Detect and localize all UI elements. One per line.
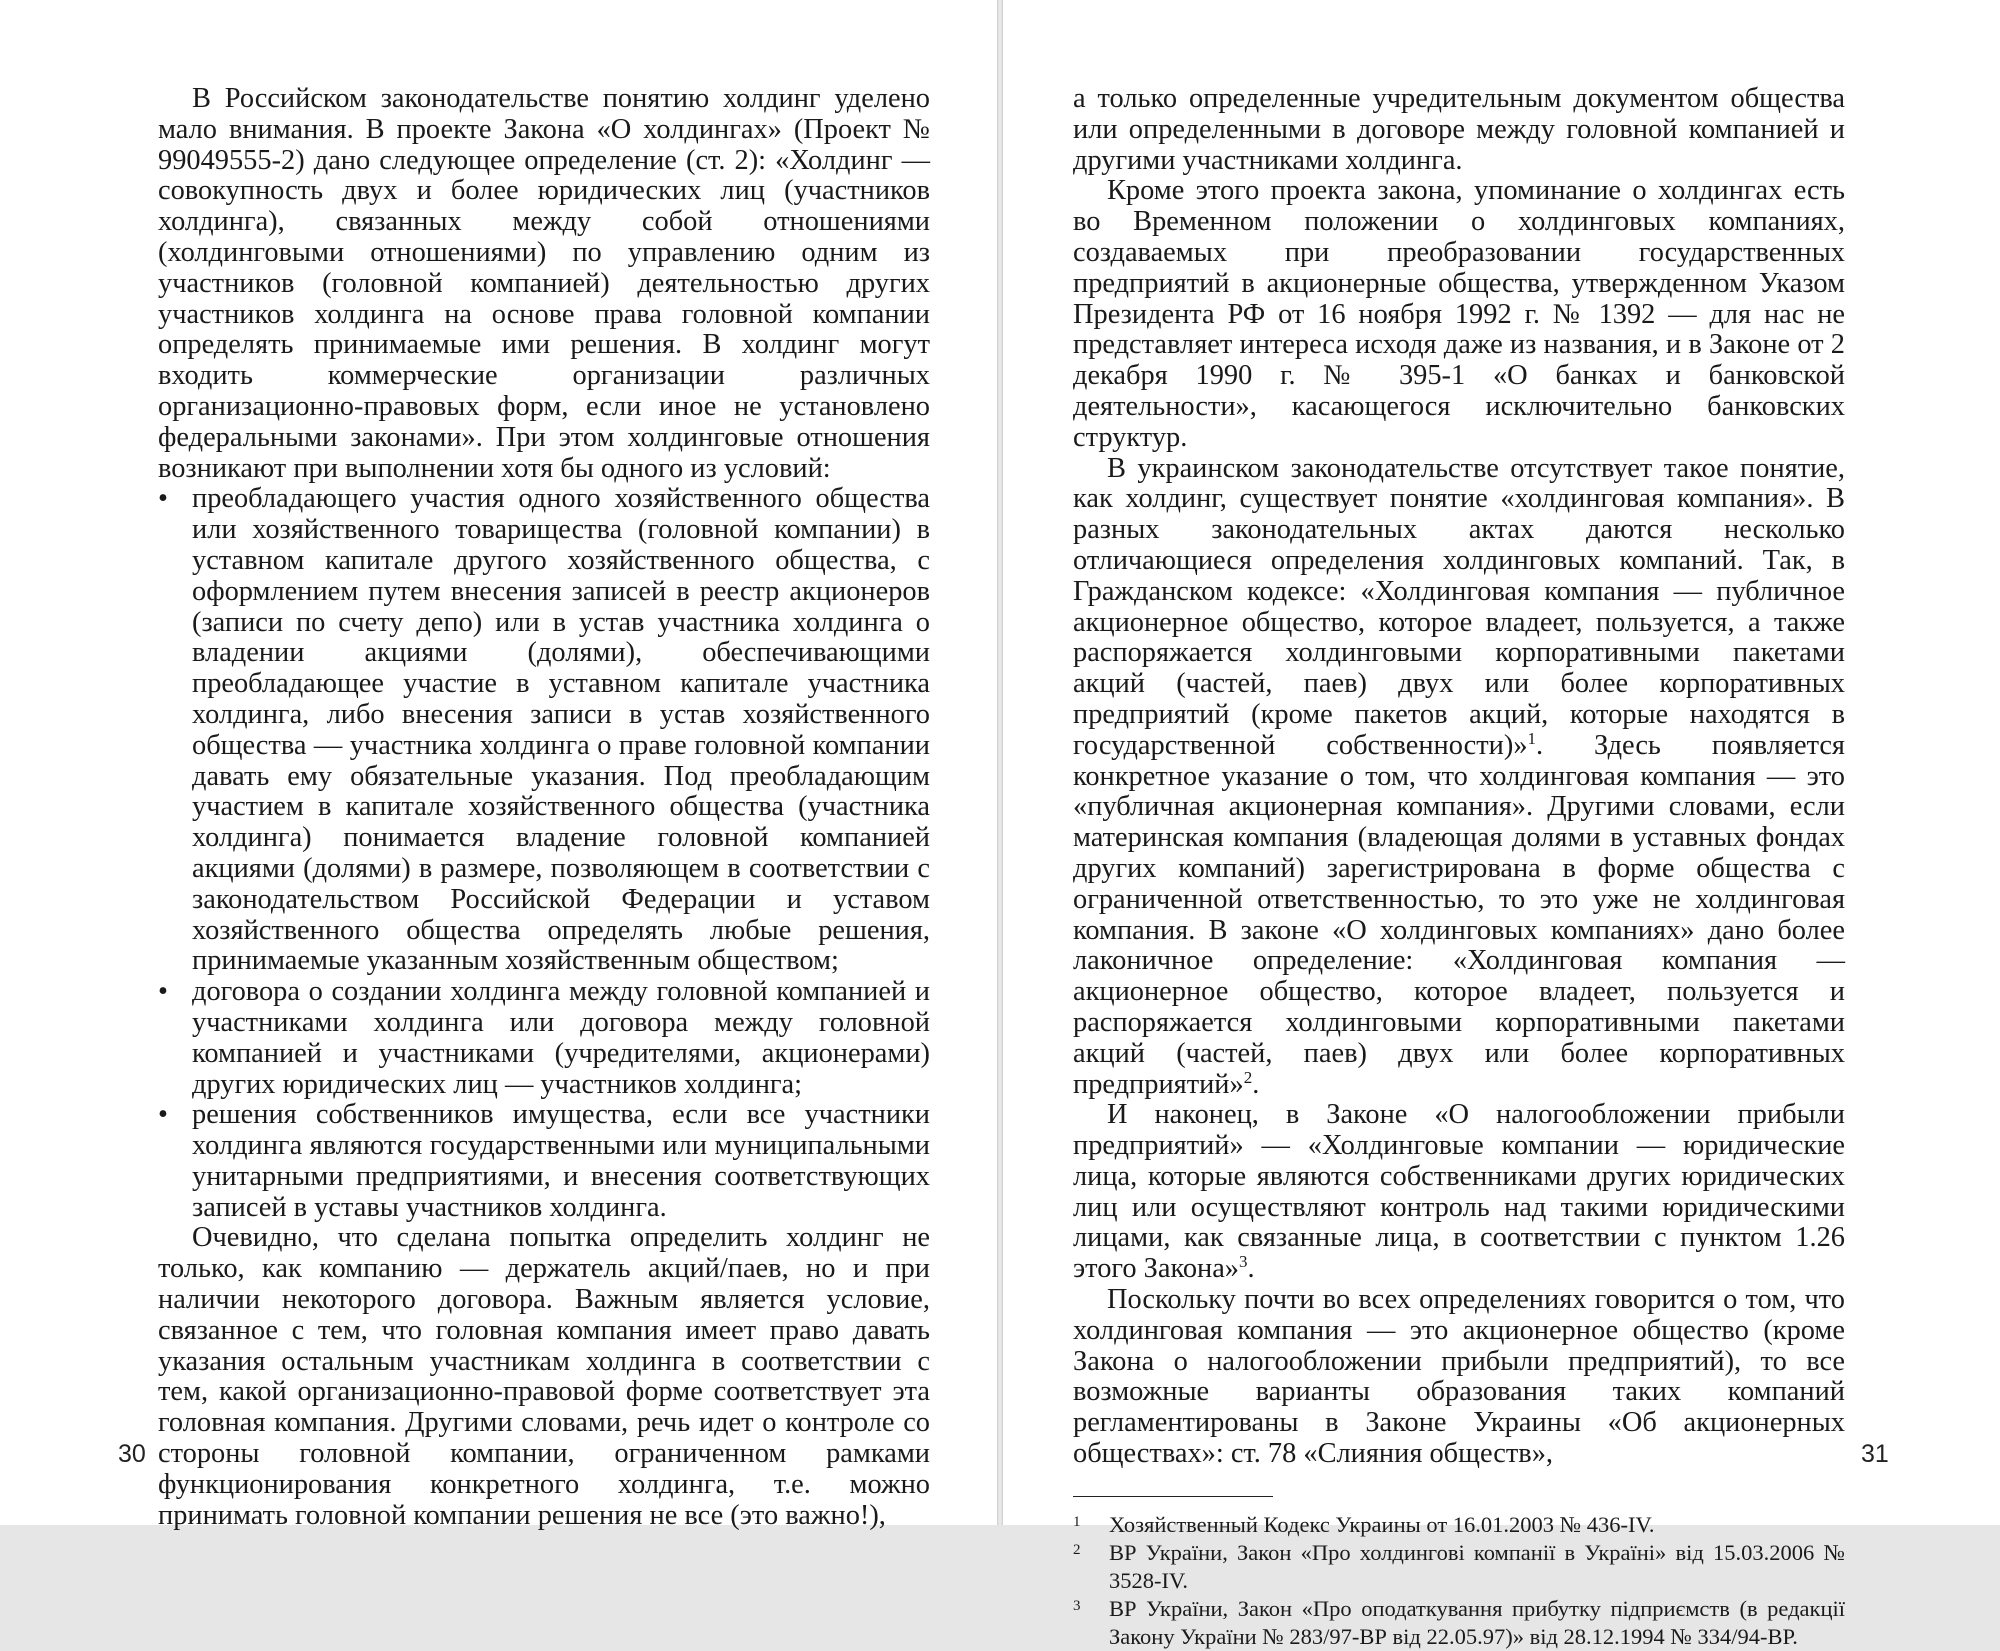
left-page bbox=[0, 0, 997, 1531]
paragraph: Очевидно, что сделана попытка определить холдинг не только, как компанию — держатель акций/паев, но и при наличии некоторого договора. Важным является условие, связанное с тем, что головная компания имеет право давать указания остальным участникам холдинга в соответствии с тем, какой организационно-правовой форме соответствует эта головная компания. Другими словами, речь идет о контроле со стороны головной компании, ограниченном рамками функционирования конкретного холдинга, т.е. можно принимать головной компании решения не все (это важно!), bbox=[158, 1222, 930, 1531]
footnote-divider bbox=[1073, 1496, 1273, 1497]
footnote-ref: 1 bbox=[1527, 728, 1537, 748]
footnote-number: 1 bbox=[1073, 1513, 1081, 1530]
list-item: • решения собственников имущества, если все участники холдинга являются государственными или муниципальными унитарными предприятиями, и внесения соответствующих записей в уставы участников холдинга. bbox=[158, 1100, 930, 1223]
right-text-column bbox=[1073, 84, 1845, 1651]
list-item: • договора о создании холдинга между головной компанией и участниками холдинга или договора между головной компанией и участниками (учредителями, акционерами) других юридических лиц — участников холдинга; bbox=[158, 977, 930, 1100]
paragraph bbox=[1073, 454, 1845, 1101]
footnote-number: 3 bbox=[1073, 1597, 1081, 1614]
left-text-column bbox=[158, 84, 930, 1531]
conditions-list bbox=[158, 484, 930, 1223]
footnote-text: ВР України, Закон «Про холдингові компанії в Україні» від 15.03.2006 № 3528-IV. bbox=[1109, 1539, 1845, 1593]
footnote-text: ВР України, Закон «Про оподаткування прибутку підприємств (в редакції Закону України № 283/97-ВР від 22.05.97)» від 28.12.1994 № 334/94-ВР. bbox=[1109, 1595, 1845, 1649]
list-item: • преобладающего участия одного хозяйственного общества или хозяйственного товарищества (головной компании) в уставном капитале другого хозяйственного общества, с оформлением путем внесения записей в реестр акционеров (записи по счету депо) или в устав участника холдинга о владении акциями (долями), обеспечивающими преобладающее участие в уставном капитале участника холдинга, либо внесения записи в устав хозяйственного общества — участника холдинга о праве головной компании давать ему обязательные указания. Под преобладающим участием в капитале хозяйственного общества (участника холдинга) понимается владение головной компанией акциями (долями) в размере, позволяющем в соответствии с законодательством Российской Федерации и уставом хозяйственного общества определять любые решения, принимаемые указанным хозяйственным обществом; bbox=[158, 484, 930, 977]
page-number: 31 bbox=[1861, 1440, 1889, 1468]
page-number: 30 bbox=[118, 1440, 146, 1468]
footnote bbox=[1073, 1539, 1845, 1595]
right-page bbox=[1003, 0, 2000, 1649]
paragraph-text: . bbox=[1252, 1068, 1260, 1100]
paragraph: В Российском законодательстве понятию холдинг уделено мало внимания. В проекте Закона «О холдингах» (Проект № 99049555-2) дано следующее определение (ст. 2): «Холдинг — совокупность двух и более юридических лиц (участников холдинга), связанных между собой отношениями (холдинговыми отношениями) по управлению одним из участников (головной компанией) деятельностью других участников холдинга на основе права головной компании определять принимаемые ими решения. В холдинг могут входить коммерческие организации различных организационно-правовых форм, если иное не установлено федеральными законами». При этом холдинговые отношения возникают при выполнении хотя бы одного из условий: bbox=[158, 83, 930, 484]
footnote-number: 2 bbox=[1073, 1541, 1081, 1558]
paragraph-text: . bbox=[1247, 1253, 1255, 1285]
footnote-text: Хозяйственный Кодекс Украины от 16.01.2003 № 436-IV. bbox=[1109, 1511, 1655, 1537]
footnote-ref: 3 bbox=[1239, 1252, 1248, 1272]
paragraph: а только определенные учредительным документом общества или определенными в договоре между головной компанией и другими участниками холдинга. bbox=[1073, 83, 1845, 176]
paragraph-text: . Здесь появляется конкретное указание о том, что холдинговая компания — это «публичная акционерная компания». Другими словами, если материнская компания (владеющая долями в уставных фондах других компаний) зарегистрирована в форме общества с ограниченной ответственностью, то это уже не холдинговая компания. В законе «О холдинговых компаниях» дано более лаконичное определение: «Холдинговая компания — акционерное общество, которое владеет, пользуется и распоряжается холдинговыми корпоративными пакетами акций (частей, паев) двух или более корпоративных предприятий» bbox=[1073, 729, 1845, 1100]
paragraph: Поскольку почти во всех определениях говорится о том, что холдинговая компания — это акционерное общество (кроме Закона о налогообложении прибыли предприятий), то все возможные варианты образования таких компаний регламентированы в Законе Украины «Об акционерных обществах»: ст. 78 «Слияния обществ», bbox=[1073, 1284, 1845, 1470]
paragraph bbox=[1073, 1100, 1845, 1285]
footnote-ref: 2 bbox=[1243, 1067, 1253, 1087]
paragraph-text: В украинском законодательстве отсутствует такое понятие, как холдинг, существует понятие «холдинговая компания». В разных законодательных актах даются несколько отличающиеся определения холдинговых компаний. Так, в Гражданском кодексе: «Холдинговая компания — публичное акционерное общество, которое владеет, пользуется, а также распоряжается холдинговыми корпоративными пакетами акций (частей, паев) двух или более корпоративных предприятий (кроме пакетов акций, которые находятся в государственной собственности)» bbox=[1073, 452, 1845, 761]
footnote bbox=[1073, 1595, 1845, 1651]
paragraph: Кроме этого проекта закона, упоминание о холдингах есть во Временном положении о холдинговых компаниях, создаваемых при преобразовании государственных предприятий в акционерные общества, утвержденном Указом Президента РФ от 16 ноября 1992 г. № 1392 — для нас не представляет интереса исходя даже из названия, и в Законе от 2 декабря 1990 г. № 395-1 «О банках и банковской деятельности», касающегося исключительно банковских структур. bbox=[1073, 175, 1845, 453]
paragraph-text: И наконец, в Законе «О налогообложении прибыли предприятий» — «Холдинговые компании — юридические лица, которые являются собственниками других юридических лиц или осуществляют контроль над такими юридическими лицами, как связанные лица, в соответствии с пунктом 1.26 этого Закона» bbox=[1073, 1099, 1845, 1285]
